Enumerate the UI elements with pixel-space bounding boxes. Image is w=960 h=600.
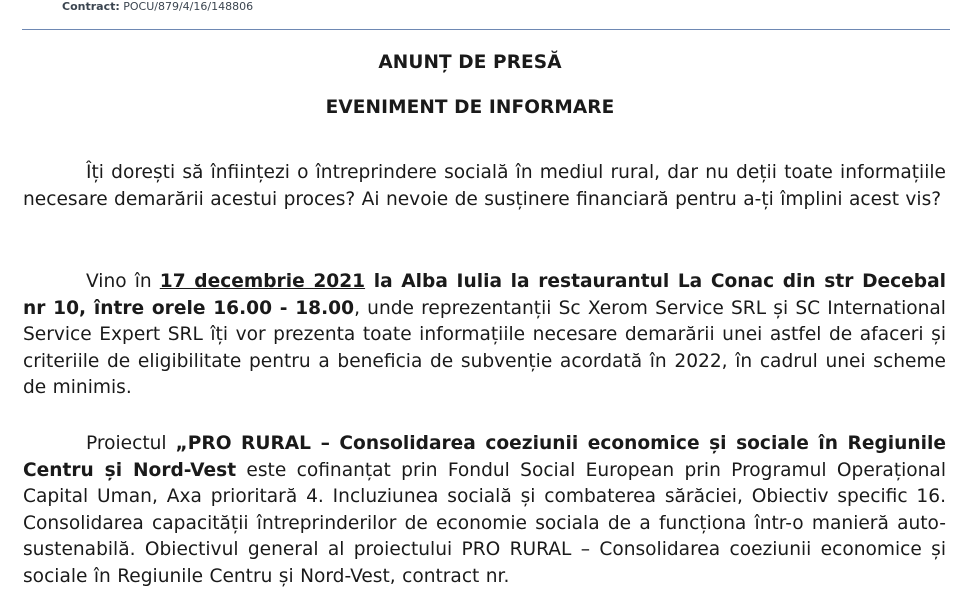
paragraph-project	[23, 431, 946, 590]
event-title: EVENIMENT DE INFORMARE	[325, 97, 615, 118]
contract-label: Contract:	[62, 0, 120, 13]
press-release-title: ANUNȚ DE PRESĂ	[378, 52, 562, 73]
event-details-text: , unde reprezentanții Sc Xerom Service SRL și SC International Service Expert SRL îți vor prezenta toate informațiile necesare demarării unei astfel de afaceri și criteriile de eligibilitate pentru a beneficia de subvenție acordată în 2022, în cadrul unei scheme de minimis.	[23, 297, 946, 398]
paragraph-intro	[23, 160, 946, 213]
contract-number: POCU/879/4/16/148806	[123, 0, 254, 13]
contract-line	[62, 0, 253, 14]
paragraph-event-details	[23, 269, 946, 402]
event-date: 17 decembrie 2021	[159, 271, 366, 292]
header-divider	[22, 29, 950, 30]
project-intro-text: Proiectul	[86, 433, 176, 454]
project-name: „PRO RURAL – Consolidarea coeziunii economice și sociale în Regiunile Centru și Nord-Vest	[23, 433, 946, 481]
paragraph-intro-text: Îți dorești să înființezi o întreprindere socială în mediul rural, dar nu deții toate informațiile necesare demarării acestui proces? Ai nevoie de susținere financiară pentru a-ți împlini acest vis?	[23, 162, 946, 210]
project-details-text: este cofinanțat prin Fondul Social European prin Programul Operațional Capital Uman, Axa prioritară 4. Incluziunea socială și combaterea sărăciei, Obiectiv specific 16. Consolidarea capacității întreprinderilor de economie sociala de a funcționa într-o manieră auto-sustenabilă. Obiectivul general al proiectului PRO RURAL – Consolidarea coeziunii economice și sociale în Regiunile Centru și Nord-Vest, contract nr.	[23, 459, 946, 587]
event-location: la Alba Iulia la restaurantul La Conac din str Decebal nr 10, între orele 16.00 - 18.00	[23, 271, 946, 319]
event-intro-text: Vino în	[86, 271, 160, 292]
